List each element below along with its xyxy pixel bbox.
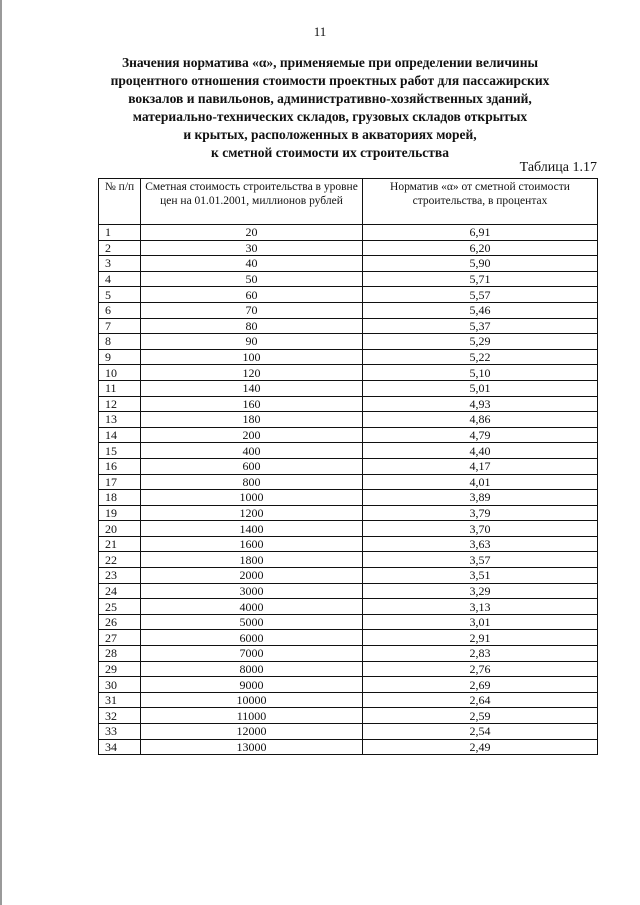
cell-number: 20	[99, 521, 141, 537]
cell-alpha: 6,91	[363, 225, 598, 241]
table-row	[99, 287, 598, 303]
cell-alpha: 3,57	[363, 552, 598, 568]
cell-number: 19	[99, 505, 141, 521]
cell-number: 24	[99, 583, 141, 599]
cell-number: 27	[99, 630, 141, 646]
cell-alpha: 6,20	[363, 240, 598, 256]
cell-cost: 40	[141, 256, 363, 272]
cell-cost: 400	[141, 443, 363, 459]
cell-number: 33	[99, 724, 141, 740]
table-row	[99, 661, 598, 677]
cell-number: 21	[99, 536, 141, 552]
cell-cost: 80	[141, 318, 363, 334]
cell-cost: 160	[141, 396, 363, 412]
table-row	[99, 708, 598, 724]
cell-number: 22	[99, 552, 141, 568]
table-row	[99, 568, 598, 584]
table-row	[99, 552, 598, 568]
table-row	[99, 443, 598, 459]
cell-number: 26	[99, 614, 141, 630]
cell-number: 2	[99, 240, 141, 256]
cell-alpha: 3,01	[363, 614, 598, 630]
table-caption: Таблица 1.17	[519, 160, 597, 175]
cell-cost: 140	[141, 380, 363, 396]
cell-number: 17	[99, 474, 141, 490]
cell-alpha: 5,71	[363, 271, 598, 287]
cell-number: 30	[99, 677, 141, 693]
table-header-row	[99, 179, 598, 225]
cell-alpha: 2,59	[363, 708, 598, 724]
table-row	[99, 334, 598, 350]
cell-cost: 1200	[141, 505, 363, 521]
cell-alpha: 2,91	[363, 630, 598, 646]
cell-number: 34	[99, 739, 141, 755]
table-row	[99, 256, 598, 272]
cell-cost: 8000	[141, 661, 363, 677]
cell-number: 18	[99, 490, 141, 506]
cell-alpha: 3,70	[363, 521, 598, 537]
cell-number: 6	[99, 302, 141, 318]
cell-alpha: 5,29	[363, 334, 598, 350]
cell-number: 5	[99, 287, 141, 303]
cell-number: 10	[99, 365, 141, 381]
cell-cost: 11000	[141, 708, 363, 724]
title-line: Значения норматива «α», применяемые при определении величины	[121, 55, 539, 70]
cell-alpha: 4,01	[363, 474, 598, 490]
cell-cost: 12000	[141, 724, 363, 740]
cell-number: 25	[99, 599, 141, 615]
cell-cost: 600	[141, 458, 363, 474]
table-body	[99, 225, 598, 755]
table-row	[99, 302, 598, 318]
cell-alpha: 2,64	[363, 692, 598, 708]
cell-cost: 1800	[141, 552, 363, 568]
cell-alpha: 2,69	[363, 677, 598, 693]
table-row	[99, 396, 598, 412]
cell-number: 23	[99, 568, 141, 584]
cell-alpha: 5,37	[363, 318, 598, 334]
cell-alpha: 5,10	[363, 365, 598, 381]
cell-alpha: 2,83	[363, 646, 598, 662]
title-line: вокзалов и павильонов, административно-хозяйственных зданий,	[128, 91, 532, 106]
cell-alpha: 3,79	[363, 505, 598, 521]
table-row	[99, 240, 598, 256]
cell-number: 29	[99, 661, 141, 677]
table-row	[99, 490, 598, 506]
table-row	[99, 614, 598, 630]
cell-alpha: 5,46	[363, 302, 598, 318]
table-row	[99, 521, 598, 537]
cell-cost: 1600	[141, 536, 363, 552]
table-row	[99, 724, 598, 740]
title-line: к сметной стоимости их строительства	[211, 145, 449, 160]
cell-alpha: 5,01	[363, 380, 598, 396]
cell-cost: 50	[141, 271, 363, 287]
cell-number: 12	[99, 396, 141, 412]
cell-cost: 6000	[141, 630, 363, 646]
cell-cost: 90	[141, 334, 363, 350]
table-row	[99, 599, 598, 615]
cell-cost: 5000	[141, 614, 363, 630]
cell-alpha: 3,51	[363, 568, 598, 584]
cell-number: 15	[99, 443, 141, 459]
cell-cost: 2000	[141, 568, 363, 584]
header-num: № п/п	[99, 179, 141, 225]
cell-cost: 120	[141, 365, 363, 381]
cell-alpha: 5,57	[363, 287, 598, 303]
cell-alpha: 2,49	[363, 739, 598, 755]
cell-cost: 1000	[141, 490, 363, 506]
table-row	[99, 365, 598, 381]
cell-alpha: 2,54	[363, 724, 598, 740]
cell-alpha: 3,89	[363, 490, 598, 506]
table-row	[99, 536, 598, 552]
document-title	[60, 54, 600, 162]
table-row	[99, 349, 598, 365]
cell-cost: 10000	[141, 692, 363, 708]
cell-alpha: 3,29	[363, 583, 598, 599]
header-norm: Норматив «α» от сметной стоимости строительства, в процентах	[363, 179, 598, 225]
cell-alpha: 5,90	[363, 256, 598, 272]
cell-alpha: 4,17	[363, 458, 598, 474]
cell-number: 9	[99, 349, 141, 365]
cell-alpha: 3,63	[363, 536, 598, 552]
cell-cost: 3000	[141, 583, 363, 599]
cell-number: 8	[99, 334, 141, 350]
scan-edge	[0, 0, 2, 905]
cell-number: 14	[99, 427, 141, 443]
cell-cost: 9000	[141, 677, 363, 693]
title-line: материально-технических складов, грузовых складов открытых	[132, 109, 528, 124]
cell-number: 4	[99, 271, 141, 287]
table-row	[99, 318, 598, 334]
cell-number: 31	[99, 692, 141, 708]
cell-alpha: 4,93	[363, 396, 598, 412]
table-row	[99, 505, 598, 521]
table-row	[99, 458, 598, 474]
cell-alpha: 4,86	[363, 412, 598, 428]
table-row	[99, 427, 598, 443]
page-number: 11	[313, 24, 327, 39]
title-line: и крытых, расположенных в акваториях морей,	[183, 127, 477, 142]
cell-number: 32	[99, 708, 141, 724]
cell-number: 7	[99, 318, 141, 334]
cell-number: 3	[99, 256, 141, 272]
cell-cost: 70	[141, 302, 363, 318]
cell-cost: 60	[141, 287, 363, 303]
cell-cost: 800	[141, 474, 363, 490]
cell-number: 16	[99, 458, 141, 474]
table-row	[99, 225, 598, 241]
cell-number: 11	[99, 380, 141, 396]
table-row	[99, 271, 598, 287]
cell-alpha: 2,76	[363, 661, 598, 677]
cell-alpha: 5,22	[363, 349, 598, 365]
table-row	[99, 380, 598, 396]
table-row	[99, 646, 598, 662]
table-row	[99, 412, 598, 428]
norm-table	[98, 178, 598, 755]
cell-alpha: 4,79	[363, 427, 598, 443]
cell-cost: 30	[141, 240, 363, 256]
cell-cost: 13000	[141, 739, 363, 755]
table-row	[99, 583, 598, 599]
cell-cost: 200	[141, 427, 363, 443]
cell-cost: 20	[141, 225, 363, 241]
table-row	[99, 677, 598, 693]
cell-alpha: 3,13	[363, 599, 598, 615]
table-row	[99, 692, 598, 708]
cell-cost: 180	[141, 412, 363, 428]
header-cost: Сметная стоимость строительства в уровне цен на 01.01.2001, миллионов рублей	[141, 179, 363, 225]
cell-cost: 7000	[141, 646, 363, 662]
cell-cost: 100	[141, 349, 363, 365]
cell-alpha: 4,40	[363, 443, 598, 459]
cell-cost: 1400	[141, 521, 363, 537]
cell-number: 1	[99, 225, 141, 241]
table-row	[99, 739, 598, 755]
cell-number: 13	[99, 412, 141, 428]
table-row	[99, 630, 598, 646]
cell-number: 28	[99, 646, 141, 662]
table-row	[99, 474, 598, 490]
title-line: процентного отношения стоимости проектных работ для пассажирских	[110, 73, 550, 88]
cell-cost: 4000	[141, 599, 363, 615]
